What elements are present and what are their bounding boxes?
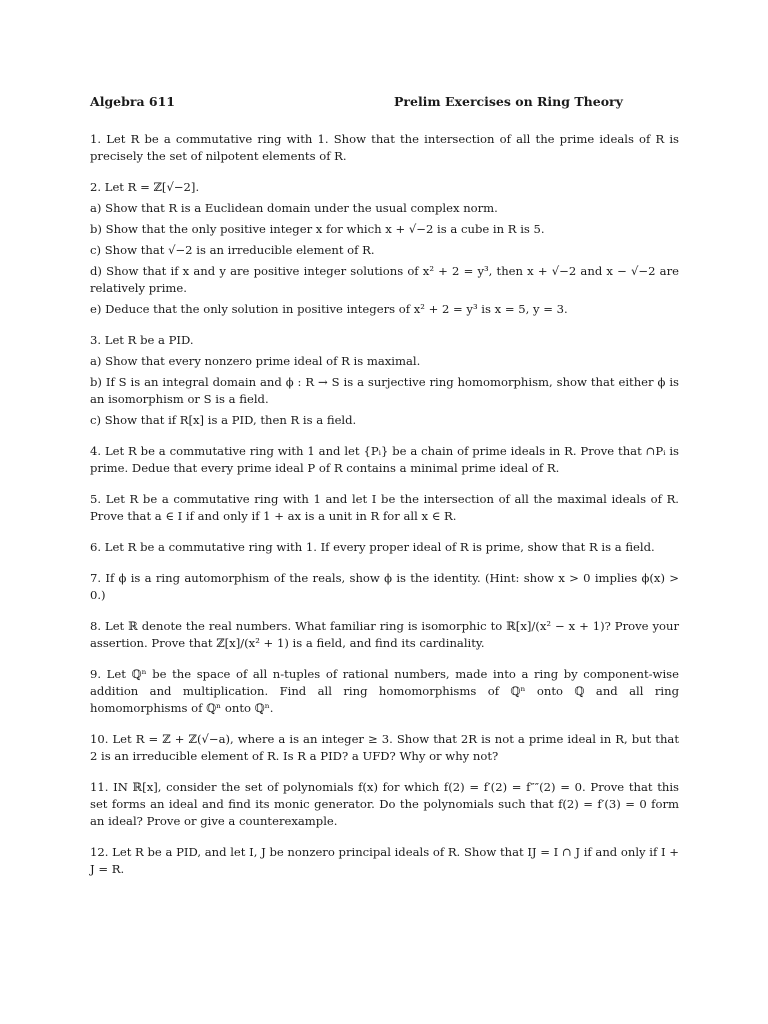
problem-3	[90, 332, 679, 429]
problem-10	[90, 731, 679, 765]
problem-9	[90, 666, 679, 717]
problem-5	[90, 491, 679, 525]
problem-part: a) Show that every nonzero prime ideal of R is maximal.	[90, 354, 421, 368]
problem-part: d) Show that if x and y are positive integer solutions of x² + 2 = y³, then x + √−2 and x − √−2 are relatively prime.	[90, 264, 679, 295]
problem-part: a) Show that R is a Euclidean domain under the usual complex norm.	[90, 201, 498, 215]
problem-7	[90, 570, 679, 604]
problem-statement: 11. IN ℝ[x], consider the set of polynomials f(x) for which f(2) = f′(2) = f″″(2) = 0. Prove that this set forms an ideal and find its monic generator. Do the polynomials such that f(2) = f′(3) = 0 form an ideal? Prove or give a counterexample.	[90, 780, 679, 828]
problem-statement: 8. Let ℝ denote the real numbers. What familiar ring is isomorphic to ℝ[x]/(x² − x + 1)? Prove your assertion. Prove that ℤ[x]/(x² + 1) is a field, and find its cardinality.	[90, 619, 679, 650]
problem-2	[90, 179, 679, 318]
problem-12	[90, 844, 679, 878]
problem-6	[90, 539, 679, 556]
problem-list	[90, 131, 679, 878]
problem-statement: 3. Let R be a PID.	[90, 333, 194, 347]
problem-statement: 6. Let R be a commutative ring with 1. If every proper ideal of R is prime, show that R is a field.	[90, 540, 655, 554]
problem-statement: 5. Let R be a commutative ring with 1 and let I be the intersection of all the maximal ideals of R. Prove that a ∈ I if and only if 1 + ax is a unit in R for all x ∈ R.	[90, 492, 679, 523]
problem-statement: 9. Let ℚⁿ be the space of all n-tuples of rational numbers, made into a ring by component-wise addition and multiplication. Find all ring homomorphisms of ℚⁿ onto ℚ and all ring homomorphisms of ℚⁿ onto ℚⁿ.	[90, 667, 679, 715]
problem-4	[90, 443, 679, 477]
problem-11	[90, 779, 679, 830]
problem-part: b) Show that the only positive integer x for which x + √−2 is a cube in R is 5.	[90, 222, 545, 236]
document-title: Prelim Exercises on Ring Theory	[394, 94, 623, 109]
course-title: Algebra 611	[90, 94, 176, 109]
problem-statement: 2. Let R = ℤ[√−2].	[90, 180, 200, 194]
problem-part: c) Show that √−2 is an irreducible element of R.	[90, 243, 375, 257]
problem-statement: 12. Let R be a PID, and let I, J be nonzero principal ideals of R. Show that IJ = I ∩ J if and only if I + J = R.	[90, 845, 679, 876]
problem-part: e) Deduce that the only solution in positive integers of x² + 2 = y³ is x = 5, y = 3.	[90, 302, 568, 316]
problem-statement: 7. If ϕ is a ring automorphism of the reals, show ϕ is the identity. (Hint: show x > 0 implies ϕ(x) > 0.)	[90, 571, 679, 602]
document-header	[90, 94, 679, 109]
problem-part: b) If S is an integral domain and ϕ : R → S is a surjective ring homomorphism, show that either ϕ is an isomorphism or S is a field.	[90, 375, 679, 406]
problem-8	[90, 618, 679, 652]
problem-statement: 4. Let R be a commutative ring with 1 and let {Pᵢ} be a chain of prime ideals in R. Prove that ∩Pᵢ is prime. Dedue that every prime ideal P of R contains a minimal prime ideal of R.	[90, 444, 679, 475]
problem-statement: 10. Let R = ℤ + ℤ(√−a), where a is an integer ≥ 3. Show that 2R is not a prime ideal in R, but that 2 is an irreducible element of R. Is R a PID? a UFD? Why or why not?	[90, 732, 679, 763]
problem-1	[90, 131, 679, 165]
problem-statement: 1. Let R be a commutative ring with 1. Show that the intersection of all the prime ideals of R is precisely the set of nilpotent elements of R.	[90, 132, 679, 163]
problem-part: c) Show that if R[x] is a PID, then R is a field.	[90, 413, 357, 427]
